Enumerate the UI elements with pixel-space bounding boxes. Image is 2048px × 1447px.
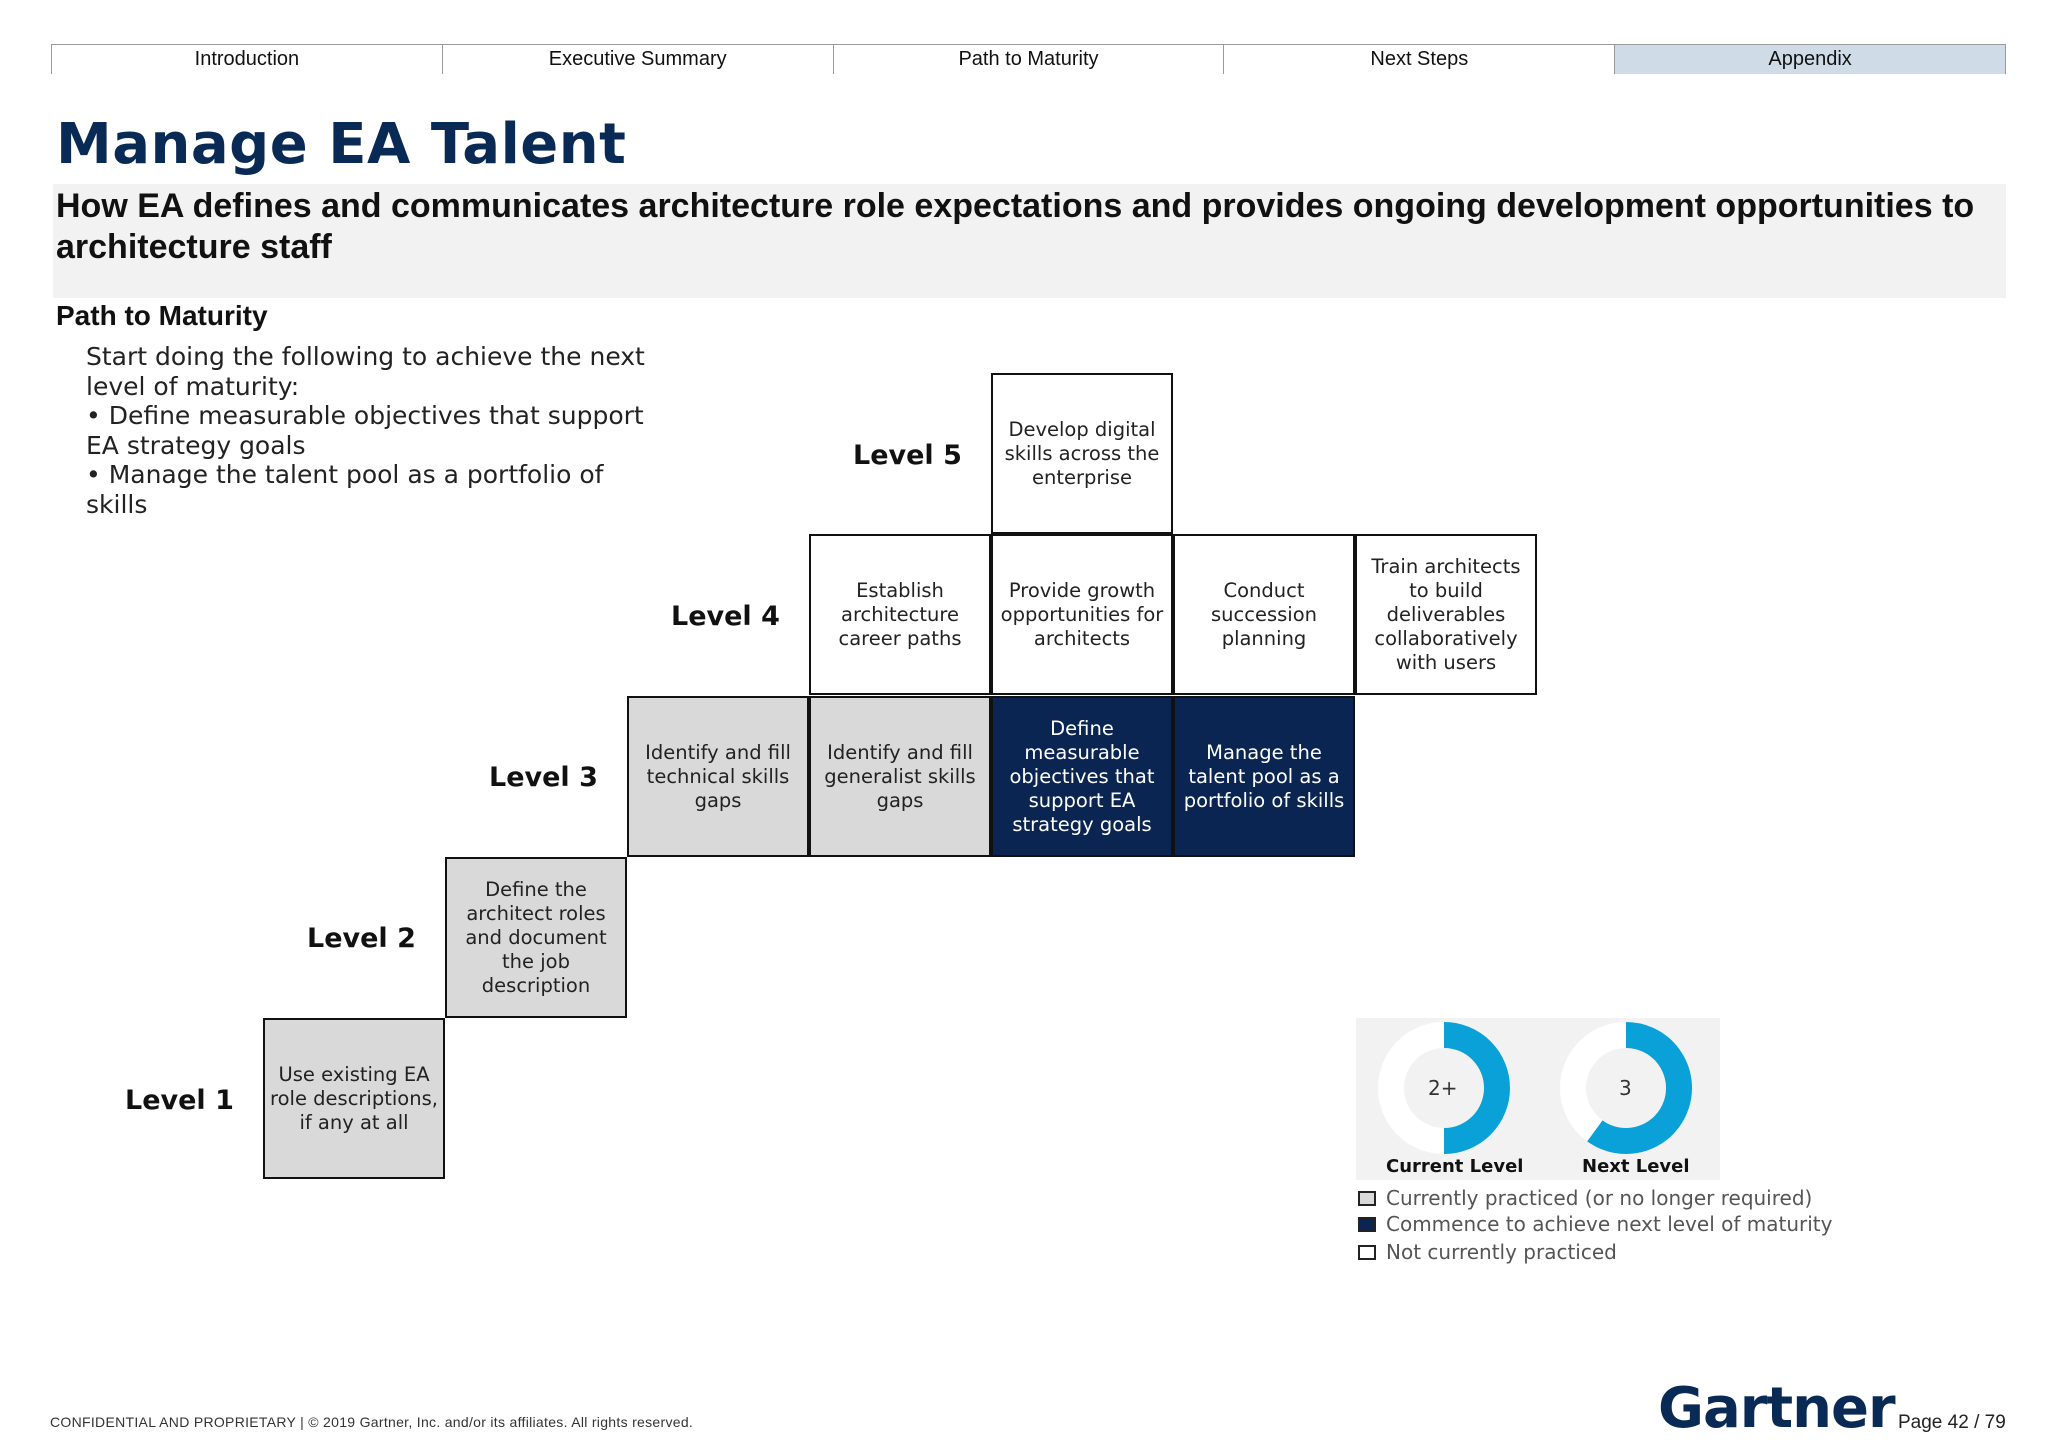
level-2-label: Level 2	[307, 923, 416, 954]
tab-next-steps[interactable]: Next Steps	[1224, 45, 1615, 74]
future-cell: Train architects to build deliverables collaboratively with users	[1355, 534, 1537, 695]
tab-path-to-maturity[interactable]: Path to Maturity	[834, 45, 1225, 74]
future-cell: Develop digital skills across the enterprise	[991, 373, 1173, 534]
next-level-value: 3	[1619, 1076, 1632, 1100]
legend-practiced	[1358, 1186, 1812, 1210]
practice-cell: Use existing EA role descriptions, if any at all	[263, 1018, 445, 1179]
page-subtitle: How EA defines and communicates architecture role expectations and provides ongoing development opportunities to architecture staff	[56, 187, 1975, 266]
confidential-footer: CONFIDENTIAL AND PROPRIETARY | © 2019 Gartner, Inc. and/or its affiliates. All rights reserved.	[50, 1414, 694, 1430]
legend-not-practiced	[1358, 1240, 1617, 1264]
practice-cell: Identify and fill generalist skills gaps	[809, 696, 991, 857]
intro-bullet: • Define measurable objectives that support EA strategy goals	[86, 401, 644, 460]
swatch-commence	[1358, 1217, 1376, 1232]
level-4-label: Level 4	[671, 601, 780, 632]
legend-label: Commence to achieve next level of maturity	[1386, 1212, 1833, 1236]
practice-cell: Define the architect roles and document the job description	[445, 857, 627, 1018]
intro-bullet: • Manage the talent pool as a portfolio of skills	[86, 460, 604, 519]
level-1-label: Level 1	[125, 1085, 234, 1116]
future-cell: Provide growth opportunities for architects	[991, 534, 1173, 695]
next-level-caption: Next Level	[1582, 1156, 1690, 1177]
legend-label: Not currently practiced	[1386, 1240, 1617, 1264]
section-heading: Path to Maturity	[56, 300, 268, 331]
page-title: Manage EA Talent	[56, 112, 627, 177]
level-5-label: Level 5	[853, 440, 962, 471]
current-level-value: 2+	[1428, 1076, 1458, 1100]
page-number: Page 42 / 79	[1898, 1412, 2006, 1433]
gartner-logo: Gartner	[1658, 1376, 1895, 1441]
legend-label: Currently practiced (or no longer required)	[1386, 1186, 1813, 1210]
maturity-gauges	[1356, 1018, 1720, 1180]
commence-cell: Manage the talent pool as a portfolio of skills	[1173, 696, 1355, 857]
future-cell: Establish architecture career paths	[809, 534, 991, 695]
tab-appendix[interactable]: Appendix	[1615, 45, 2005, 74]
section-tabs	[51, 44, 2006, 74]
tab-introduction[interactable]: Introduction	[52, 45, 443, 74]
legend-commence	[1358, 1212, 1832, 1236]
intro-text	[86, 342, 646, 519]
tab-executive-summary[interactable]: Executive Summary	[443, 45, 834, 74]
swatch-practiced	[1358, 1191, 1376, 1206]
swatch-not-practiced	[1358, 1245, 1376, 1260]
commence-cell: Define measurable objectives that support EA strategy goals	[991, 696, 1173, 857]
practice-cell: Identify and fill technical skills gaps	[627, 696, 809, 857]
intro-lead: Start doing the following to achieve the next level of maturity:	[86, 342, 645, 401]
level-3-label: Level 3	[489, 762, 598, 793]
future-cell: Conduct succession planning	[1173, 534, 1355, 695]
current-level-caption: Current Level	[1386, 1156, 1524, 1177]
